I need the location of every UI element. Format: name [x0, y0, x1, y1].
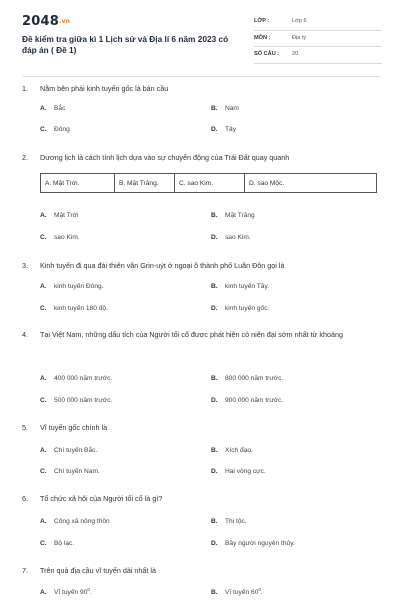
meta-value: Địa lý: [292, 34, 306, 41]
question-1: [22, 84, 380, 133]
question-text: 7. Trên quả địa cầu vĩ tuyến dài nhất là: [22, 566, 157, 575]
question-7: [22, 566, 380, 597]
table-cell: D. sao Mộc.: [245, 174, 377, 193]
option-d[interactable]: D. Bầy người nguyên thủy.: [211, 540, 295, 547]
question-text: 5. Vĩ tuyến gốc chính là: [22, 423, 108, 432]
option-a[interactable]: A. Mặt Trời: [40, 212, 79, 219]
option-c[interactable]: C. kinh tuyến 180 độ.: [40, 305, 108, 312]
meta-label: SỐ CÂU :: [254, 51, 280, 57]
option-d[interactable]: D. kinh tuyến gốc.: [211, 305, 270, 312]
option-a[interactable]: A. Công xã nông thôn: [40, 518, 110, 525]
question-4: [22, 330, 380, 404]
option-c[interactable]: C. Chí tuyến Nam.: [40, 468, 100, 475]
option-a[interactable]: A. kinh tuyến Đông.: [40, 283, 104, 290]
question-3: [22, 261, 380, 312]
question-6: [22, 494, 380, 547]
meta-count-row: [254, 49, 382, 64]
option-a[interactable]: A. Chí tuyến Bắc.: [40, 447, 98, 454]
question-text: 6. Tổ chức xã hội của Người tối cổ là gì?: [22, 494, 163, 503]
meta-value: Lớp 6: [292, 18, 307, 24]
option-c[interactable]: C. Đông: [40, 126, 70, 133]
option-b[interactable]: B. Mặt Trăng: [211, 212, 255, 219]
table-cell: C. sao Kim.: [175, 174, 245, 193]
option-b[interactable]: B. 800 000 năm trước.: [211, 375, 284, 382]
answer-table: [40, 173, 377, 193]
option-b[interactable]: B. Nam: [211, 105, 239, 112]
option-d[interactable]: D. Tây: [211, 126, 236, 133]
question-5: [22, 423, 380, 475]
option-b[interactable]: B. Xích đạo.: [211, 447, 253, 454]
table-cell: B. Mặt Trăng.: [115, 174, 175, 193]
option-d[interactable]: D. Hai vòng cực.: [211, 468, 266, 475]
question-text: 4. Tại Việt Nam, những dấu tích của Người tối cổ được phát hiện có niên đại sớm nhất từ khoảng: [22, 330, 343, 339]
option-c[interactable]: C. sao Kim.: [40, 234, 80, 241]
site-logo[interactable]: 2048.vn: [22, 14, 71, 29]
meta-subject-row: [254, 33, 382, 48]
meta-class-row: [254, 16, 382, 31]
option-b[interactable]: B. Thị tộc.: [211, 518, 247, 525]
option-a[interactable]: A. Bắc: [40, 105, 66, 112]
option-a[interactable]: A. 400 000 năm trước.: [40, 375, 113, 382]
option-a[interactable]: A. Vĩ tuyến $90^0$.: [40, 587, 92, 597]
document-title: Đề kiểm tra giữa kì 1 Lịch sử và Địa lí 6 năm 2023 có đáp án ( Đề 1): [22, 34, 229, 55]
question-text: 1. Nằm bên phải kinh tuyến gốc là bán cầu: [22, 84, 169, 93]
table-cell: A. Mặt Trời.: [41, 174, 115, 193]
option-c[interactable]: C. Bộ lạc.: [40, 540, 75, 547]
question-text: 2. Dương lịch là cách tính lịch dựa vào sự chuyển động của Trái Đất quay quanh: [22, 153, 290, 162]
option-d[interactable]: D. 900 000 năm trước.: [211, 397, 284, 404]
question-2: [22, 153, 380, 241]
option-d[interactable]: D. sao Kim.: [211, 234, 251, 241]
header-divider: [22, 76, 380, 77]
option-b[interactable]: B. kinh tuyến Tây.: [211, 283, 270, 290]
document-meta: [254, 16, 382, 66]
document-header: [22, 10, 382, 72]
meta-value: 20: [292, 51, 299, 57]
option-c[interactable]: C. 500 000 năm trước.: [40, 397, 113, 404]
meta-label: MÔN :: [254, 34, 271, 41]
option-b[interactable]: B. Vĩ tuyến $60^0$.: [211, 587, 263, 597]
question-text: 3. Kinh tuyến đi qua đài thiên văn Grin-uýt ở ngoại ô thành phố Luân Đôn gọi là: [22, 261, 285, 270]
meta-label: LỚP :: [254, 18, 270, 24]
